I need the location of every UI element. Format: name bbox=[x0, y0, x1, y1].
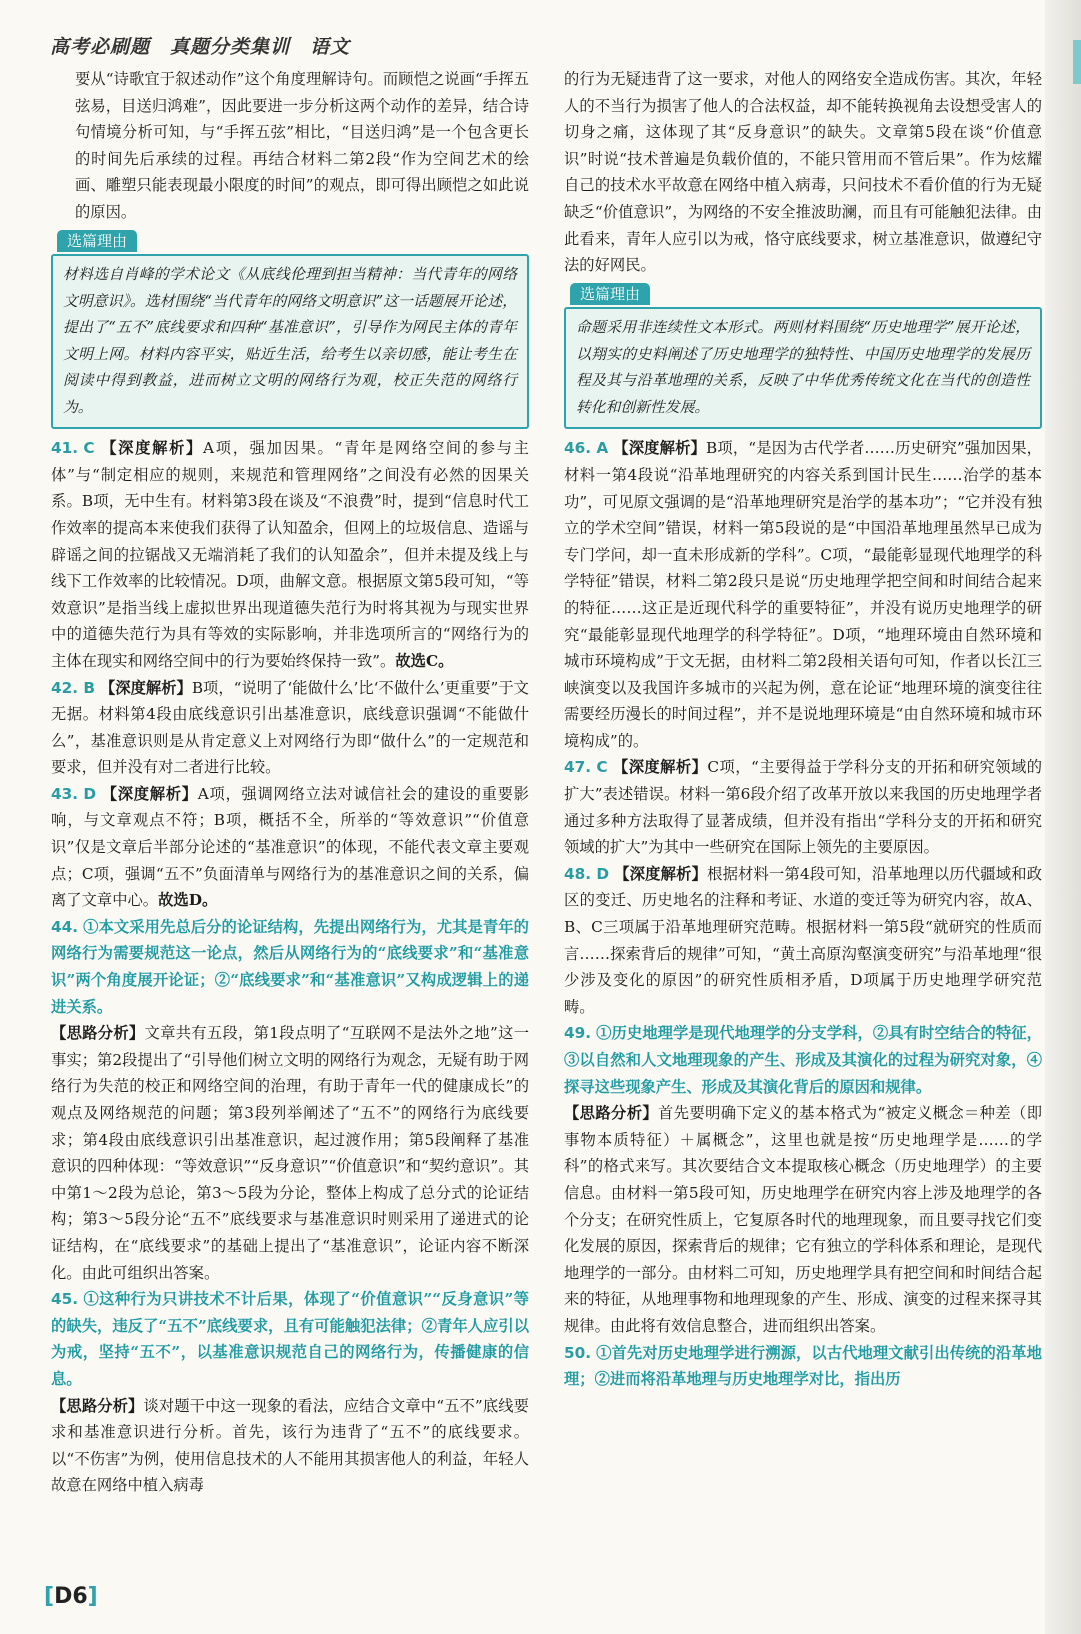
conclusion: 故选D。 bbox=[158, 891, 218, 910]
answer-48 bbox=[564, 861, 1042, 1021]
answer-49 bbox=[564, 1020, 1042, 1100]
page-number: [D6] bbox=[44, 1584, 98, 1609]
question-number: 43. D bbox=[51, 784, 97, 803]
section-tab bbox=[1073, 40, 1081, 84]
question-number: 47. C bbox=[564, 758, 608, 777]
intro-paragraph: 要从“诗歌宜于叙述动作”这个角度理解诗句。而顾恺之说画“手挥五弦易，目送归鸿难”，因此要进一步分析这两个动作的差异，结合诗句情境分析可知，与“手挥五弦”相比，“目送归鸿”是一个包含更长的时间先后承续的过程。再结合材料二第2段“作为空间艺术的绘画、雕塑只能表现最小限度的时间”的观点，即可得出顾恺之如此说的原因。 bbox=[75, 70, 529, 221]
thinking-tag: 【思路分析】 bbox=[51, 1024, 145, 1043]
analysis-text: A项，强加因果。“青年是网络空间的参与主体”与“制定相应的规则，来规范和管理网络”之间没有必然的因果关系。B项，无中生有。材料第3段在谈及“不浪费”时，提到“信息时代工作效率的提高本来使我们获得了认知盈余，但网上的垃圾信息、造谣与辟谣之间的拉锯战又无端消耗了我们的认知盈余”，但并未提及线上与线下工作效率的比较情况。D项，曲解文意。根据原文第5段可知，“等效意识”是指当线上虚拟世界出现道德失范行为时将其视为与现实世界中的道德失范行为具有等效的实际影响，并非选项所言的“网络行为的主体在现实和网络空间中的行为要始终保持一致”。 bbox=[51, 439, 529, 670]
analysis-text: B项，“说明了‘能做什么’比‘不做什么’更重要”于文无据。材料第4段由底线意识引出基准意识，底线意识强调“不能做什么”，基准意识则是从肯定意义上对网络行为即“做什么”的一定规范和要求，但并没有对二者进行比较。 bbox=[51, 678, 529, 777]
thinking-text: 谈对题干中这一现象的看法，应结合文章中“五不”底线要求和基准意识进行分析。首先，该行为违背了“五不”的底线要求。以“不伤害”为例，使用信息技术的人不能用其损害他人的利益，年轻人故意在网络中植入病毒 bbox=[51, 1396, 529, 1495]
thinking-tag: 【思路分析】 bbox=[564, 1104, 659, 1123]
answer-44 bbox=[51, 914, 529, 1020]
answer-43 bbox=[51, 781, 529, 914]
reason-label: 选篇理由 bbox=[570, 283, 650, 305]
right-column bbox=[564, 66, 1042, 1393]
thinking-44 bbox=[51, 1020, 529, 1286]
model-answer: ①这种行为只讲技术不计后果，体现了“价值意识”“反身意识”等的缺失，违反了“五不”底线要求，且有可能触犯法律；②青年人应引以为戒，坚持“五不”，以基准意识规范自己的网络行为，传播健康的信息。 bbox=[51, 1290, 529, 1388]
thinking-45 bbox=[51, 1393, 529, 1499]
answer-50 bbox=[564, 1340, 1042, 1393]
analysis-tag: 【深度解析】 bbox=[101, 439, 204, 458]
model-answer: ①本文采用先总后分的论证结构，先提出网络行为，尤其是青年的网络行为需要规范这一论点，然后从网络行为的“底线要求”和“基准意识”两个角度展开论证；②“底线要求”和“基准意识”又构成逻辑上的递进关系。 bbox=[51, 917, 529, 1016]
reason-box bbox=[564, 307, 1042, 429]
question-number: 46. A bbox=[564, 439, 609, 458]
question-number: 41. C bbox=[51, 439, 95, 458]
model-answer: ①历史地理学是现代地理学的分支学科，②具有时空结合的特征，③以自然和人文地理现象的产生、形成及其演化的过程为研究对象，④探寻这些现象产生、形成及其演化背后的原因和规律。 bbox=[564, 1024, 1042, 1096]
page-number-text: D6 bbox=[54, 1584, 88, 1609]
answer-42 bbox=[51, 675, 529, 781]
conclusion: 故选C。 bbox=[395, 651, 454, 670]
question-number: 50. bbox=[564, 1343, 592, 1362]
reason-label: 选篇理由 bbox=[57, 230, 137, 252]
page-edge bbox=[1045, 0, 1081, 1634]
answer-41 bbox=[51, 435, 529, 674]
answer-47 bbox=[564, 754, 1042, 860]
question-number: 42. B bbox=[51, 678, 96, 697]
thinking-49 bbox=[564, 1100, 1042, 1339]
answer-46 bbox=[564, 435, 1042, 754]
reason-text: 材料选自肖峰的学术论文《从底线伦理到担当精神：当代青年的网络文明意识》。选材围绕“当代青年的网络文明意识”这一话题展开论述，提出了“五不”底线要求和四种“基准意识”，引导作为网民主体的青年文明上网。材料内容平实，贴近生活，给考生以亲切感，能让考生在阅读中得到教益，进而树立文明的网络行为观，校正失范的网络行为。 bbox=[63, 266, 517, 416]
analysis-tag: 【深度解析】 bbox=[99, 678, 192, 697]
analysis-text: A项，强调网络立法对诚信社会的建设的重要影响，与文章观点不符；B项，概括不全，所举的“等效意识”“价值意识”仅是文章后半部分论述的“基准意识”的体现，不能代表文章主要观点；C项，强调“五不”负面清单与网络行为的基准意识之间的关系，偏离了文章中心。 bbox=[51, 784, 529, 910]
thinking-text: 首先要明确下定义的基本格式为“被定义概念＝种差（即事物本质特征）＋属概念”，这里也就是按“历史地理学是……的学科”的格式来写。其次要结合文本提取核心概念（历史地理学）的主要信息。由材料一第5段可知，历史地理学在研究内容上涉及地理学的各个分支；在研究性质上，它复原各时代的地理现象，而且要寻找它们变化发展的原因，探索背后的规律；它有独立的学科体系和理论，是现代地理学的一部分。由材料二可知，历史地理学具有把空间和时间结合起来的特征，从地理事物和地理现象的产生、形成、演变的过程来探寻其规律。由此将有效信息整合，进而组织出答案。 bbox=[564, 1104, 1042, 1335]
question-number: 49. bbox=[564, 1024, 592, 1043]
analysis-text: C项，“主要得益于学科分支的开拓和研究领域的扩大”表述错误。材料一第6段介绍了改革开放以来我国的历史地理学者通过多种方法取得了显著成绩，但并没有指出“学科分支的开拓和研究领域的扩大”为其中一些研究在国际上领先的主要原因。 bbox=[564, 758, 1042, 857]
analysis-text: 根据材料一第4段可知，沿革地理以历代疆域和政区的变迁、历史地名的注释和考证、水道的变迁等为研究内容，故A、B、C三项属于沿革地理研究范畴。根据材料一第5段“就研究的性质而言……探索背后的规律”可知，“黄土高原沟壑演变研究”与沿革地理“很少涉及变化的原因”的研究性质相矛盾，D项属于历史地理学研究范畴。 bbox=[564, 864, 1042, 1016]
left-column bbox=[51, 66, 529, 1499]
analysis-text: B项，“是因为古代学者……历史研究”强加因果，材料一第4段说“沿革地理研究的内容关系到国计民生……治学的基本功”，可见原文强调的是“沿革地理研究是治学的基本功”；“它并没有独立的学术空间”错误，材料一第5段说的是“中国沿革地理虽然早已成为专门学问，却一直未形成新的学科”。C项，“最能彰显现代地理学的科学特征”错误，材料二第2段只是说“历史地理学把空间和时间结合起来的特征……这正是近现代科学的重要特征”，并没有说历史地理学的研究“最能彰显现代地理学的科学特征”。D项，“地理环境由自然环境和城市环境构成”于文无据，由材料二第2段相关语句可知，作者以长江三峡演变以及我国许多城市的兴起为例，意在论证“地理环境的演变往往需要经历漫长的时间过程”，并不是说地理环境是“由自然环境和城市环境构成”的。 bbox=[564, 439, 1042, 750]
analysis-tag: 【深度解析】 bbox=[614, 864, 708, 883]
question-number: 45. bbox=[51, 1290, 79, 1309]
question-number: 48. D bbox=[564, 864, 610, 883]
analysis-tag: 【深度解析】 bbox=[612, 758, 708, 777]
thinking-text: 文章共有五段，第1段点明了“互联网不是法外之地”这一事实；第2段提出了“引导他们树立文明的网络行为观念，无疑有助于网络行为失范的校正和网络空间的治理，有助于青年一代的健康成长”的观点及网络规范的问题；第3段列举阐述了“五不”的网络行为底线要求；第4段由底线意识引出基准意识，起过渡作用；第5段阐释了基准意识的四种体现：“等效意识”“反身意识”“价值意识”和“契约意识”。其中第1～2段为总论，第3～5段为分论，整体上构成了总分式的论证结构；第3～5段分论“五不”底线要求与基准意识时则采用了递进式的论证结构，在“底线要求”的基础上提出了“基准意识”，论证内容不断深化。由此可组织出答案。 bbox=[51, 1024, 529, 1282]
continuation-paragraph: 的行为无疑违背了这一要求，对他人的网络安全造成伤害。其次，年轻人的不当行为损害了他人的合法权益，却不能转换视角去设想受害人的切身之痛，这体现了其“反身意识”的缺失。文章第5段在谈“价值意识”时说“技术普遍是负载价值的，不能只管用而不管后果”。作为炫耀自己的技术水平故意在网络中植入病毒，只问技术不看价值的行为无疑缺乏“价值意识”，为网络的不安全推波助澜，而且有可能触犯法律。由此看来，青年人应引以为戒，恪守底线要求，树立基准意识，做遵纪守法的好网民。 bbox=[564, 70, 1042, 275]
model-answer: ①首先对历史地理学进行溯源，以古代地理文献引出传统的沿革地理；②进而将沿革地理与历史地理学对比，指出历 bbox=[564, 1343, 1042, 1389]
reason-text: 命题采用非连续性文本形式。两则材料围绕“历史地理学”展开论述，以翔实的史料阐述了历史地理学的独特性、中国历史地理学的发展历程及其与沿革地理的关系，反映了中华优秀传统文化在当代的创造性转化和创新性发展。 bbox=[576, 319, 1030, 416]
thinking-tag: 【思路分析】 bbox=[51, 1396, 144, 1415]
reason-box bbox=[51, 254, 529, 429]
answer-45 bbox=[51, 1286, 529, 1392]
page-header: 高考必刷题 真题分类集训 语文 bbox=[50, 36, 351, 58]
analysis-tag: 【深度解析】 bbox=[101, 784, 198, 803]
analysis-tag: 【深度解析】 bbox=[613, 439, 706, 458]
question-number: 44. bbox=[51, 917, 79, 936]
